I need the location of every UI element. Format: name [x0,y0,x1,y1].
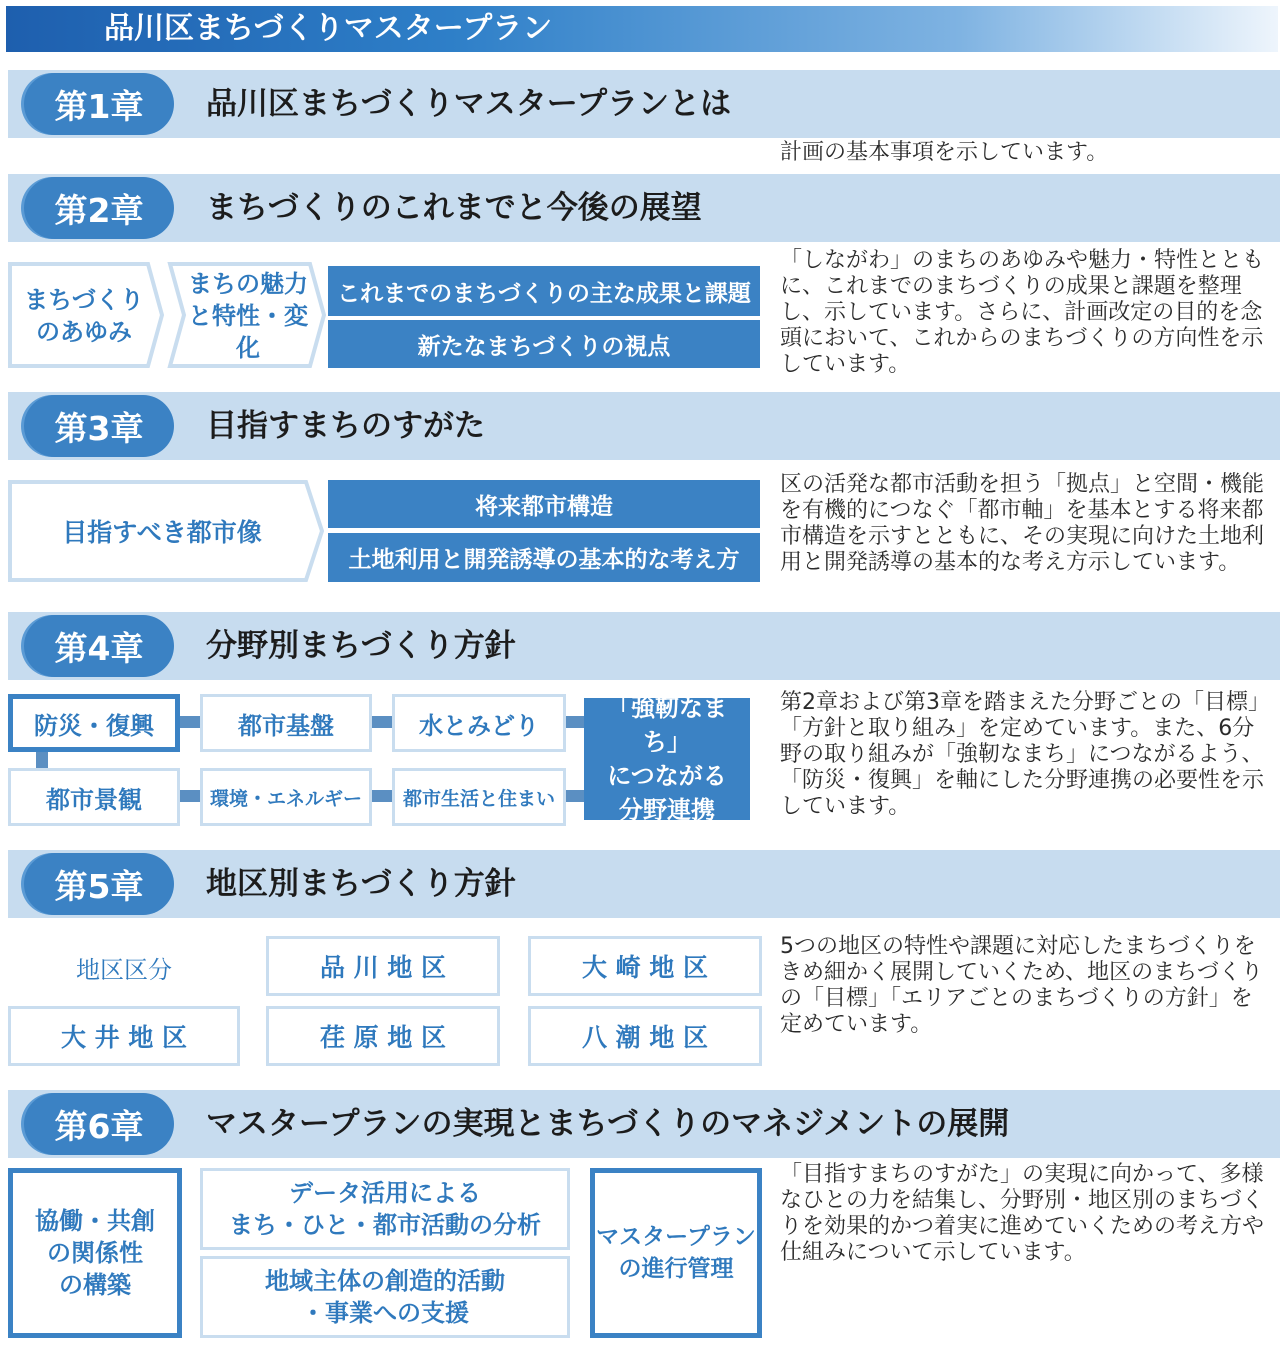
chapter-2-badge: 第2章 [24,177,174,239]
chapter-6-title: マスタープランの実現とまちづくりのマネジメントの展開 [206,1106,1010,1142]
box-shinkou-kanri: マスタープラン の進行管理 [590,1168,762,1338]
page-title: 品川区まちづくりマスタープラン [104,11,553,46]
box-kyoujin-machi-renkei: 「強靭なまち」 につながる 分野連携 [584,698,750,820]
box-seika-kadai: これまでのまちづくりの主な成果と課題 [328,266,760,316]
chapter-1-badge: 第1章 [24,73,174,135]
chapter-6-badge: 第6章 [24,1093,174,1155]
chapter-4-band [8,612,1280,680]
connector [564,790,586,802]
box-bousai-fukkou: 防災・復興 [8,694,180,752]
connector [564,716,586,728]
box-toshi-kiban: 都市基盤 [200,694,372,752]
box-atarashii-shiten: 新たなまちづくりの視点 [328,320,760,368]
box-chiiki-shutai: 地域主体の創造的活動 ・事業への支援 [200,1256,570,1338]
box-ooi-chiku: 大 井 地 区 [8,1006,240,1066]
chapter-5-description: 5つの地区の特性や課題に対応したまちづくりをきめ細かく展開していくため、地区のまちづくりの「目標」「エリアごとのまちづくりの方針」を定めています。 [780,934,1263,1037]
box-shinagawa-chiku: 品 川 地 区 [266,936,500,996]
district-label: 地区区分 [76,955,172,984]
chapter-1-description: 計画の基本事項を示しています。 [780,140,1109,165]
box-shourai-toshikouzou: 将来都市構造 [328,480,760,528]
box-yashio-chiku: 八 潮 地 区 [528,1006,762,1066]
chapter-2-description: 「しながわ」のまちのあゆみや魅力・特性とともに、これまでのまちづくりの成果と課題を整理し、示しています。さらに、計画改定の目的を念頭において、これからのまちづくりの方向性を示しています。 [780,248,1265,377]
box-mezasu-toshizou: 目指すべき都市像 [62,518,262,547]
connector [370,716,394,728]
box-miryoku-tokusei: まちの魅力 と特性・変化 [188,270,308,362]
box-machizukuri-ayumi: まちづくり のあゆみ [24,286,144,346]
chapter-3-band [8,392,1280,460]
chapter-4-description: 第2章および第3章を踏まえた分野ごとの「目標」「方針と取り組み」を定めています。また、6分野の取り組みが「強靭なまち」につながるよう、「防災・復興」を軸にした分野連携の必要性を示しています。 [780,690,1270,819]
chapter-2-title: まちづくりのこれまでと今後の展望 [206,190,702,226]
chapter-3-badge: 第3章 [24,395,174,457]
chapter-1-title: 品川区まちづくりマスタープランとは [206,86,732,122]
chapter-3-title: 目指すまちのすがた [206,408,485,444]
box-ebara-chiku: 荏 原 地 区 [266,1006,500,1066]
connector [370,790,394,802]
connector [178,716,202,728]
box-mizu-midori: 水とみどり [392,694,566,752]
chapter-5-badge: 第5章 [24,853,174,915]
box-kankyou-energy: 環境・エネルギー [200,768,372,826]
box-toshi-seikatsu: 都市生活と住まい [392,768,566,826]
chapter-5-band [8,850,1280,918]
chapter-3-description: 区の活発な都市活動を担う「拠点」と空間・機能を有機的につなぐ「都市軸」を基本とする将来都市構造を示すとともに、その実現に向けた土地利用と開発誘導の基本的な考え方示しています。 [780,472,1265,575]
box-tochiriyou: 土地利用と開発誘導の基本的な考え方 [328,533,760,582]
chapter-6-description: 「目指すまちのすがた」の実現に向かって、多様なひとの力を結集し、分野別・地区別のまちづくりを効果的かつ着実に進めていくための考え方や仕組みについて示しています。 [780,1162,1265,1265]
connector [178,790,202,802]
box-oosaki-chiku: 大 崎 地 区 [528,936,762,996]
chapter-5-title: 地区別まちづくり方針 [206,866,516,902]
box-kyoudou-kyousou: 協働・共創 の関係性 の構築 [8,1168,182,1338]
chapter-4-badge: 第4章 [24,615,174,677]
chapter-4-title: 分野別まちづくり方針 [206,628,516,664]
box-toshi-keikan: 都市景観 [8,768,180,826]
box-data-katsuyou: データ活用による まち・ひと・都市活動の分析 [200,1168,570,1250]
